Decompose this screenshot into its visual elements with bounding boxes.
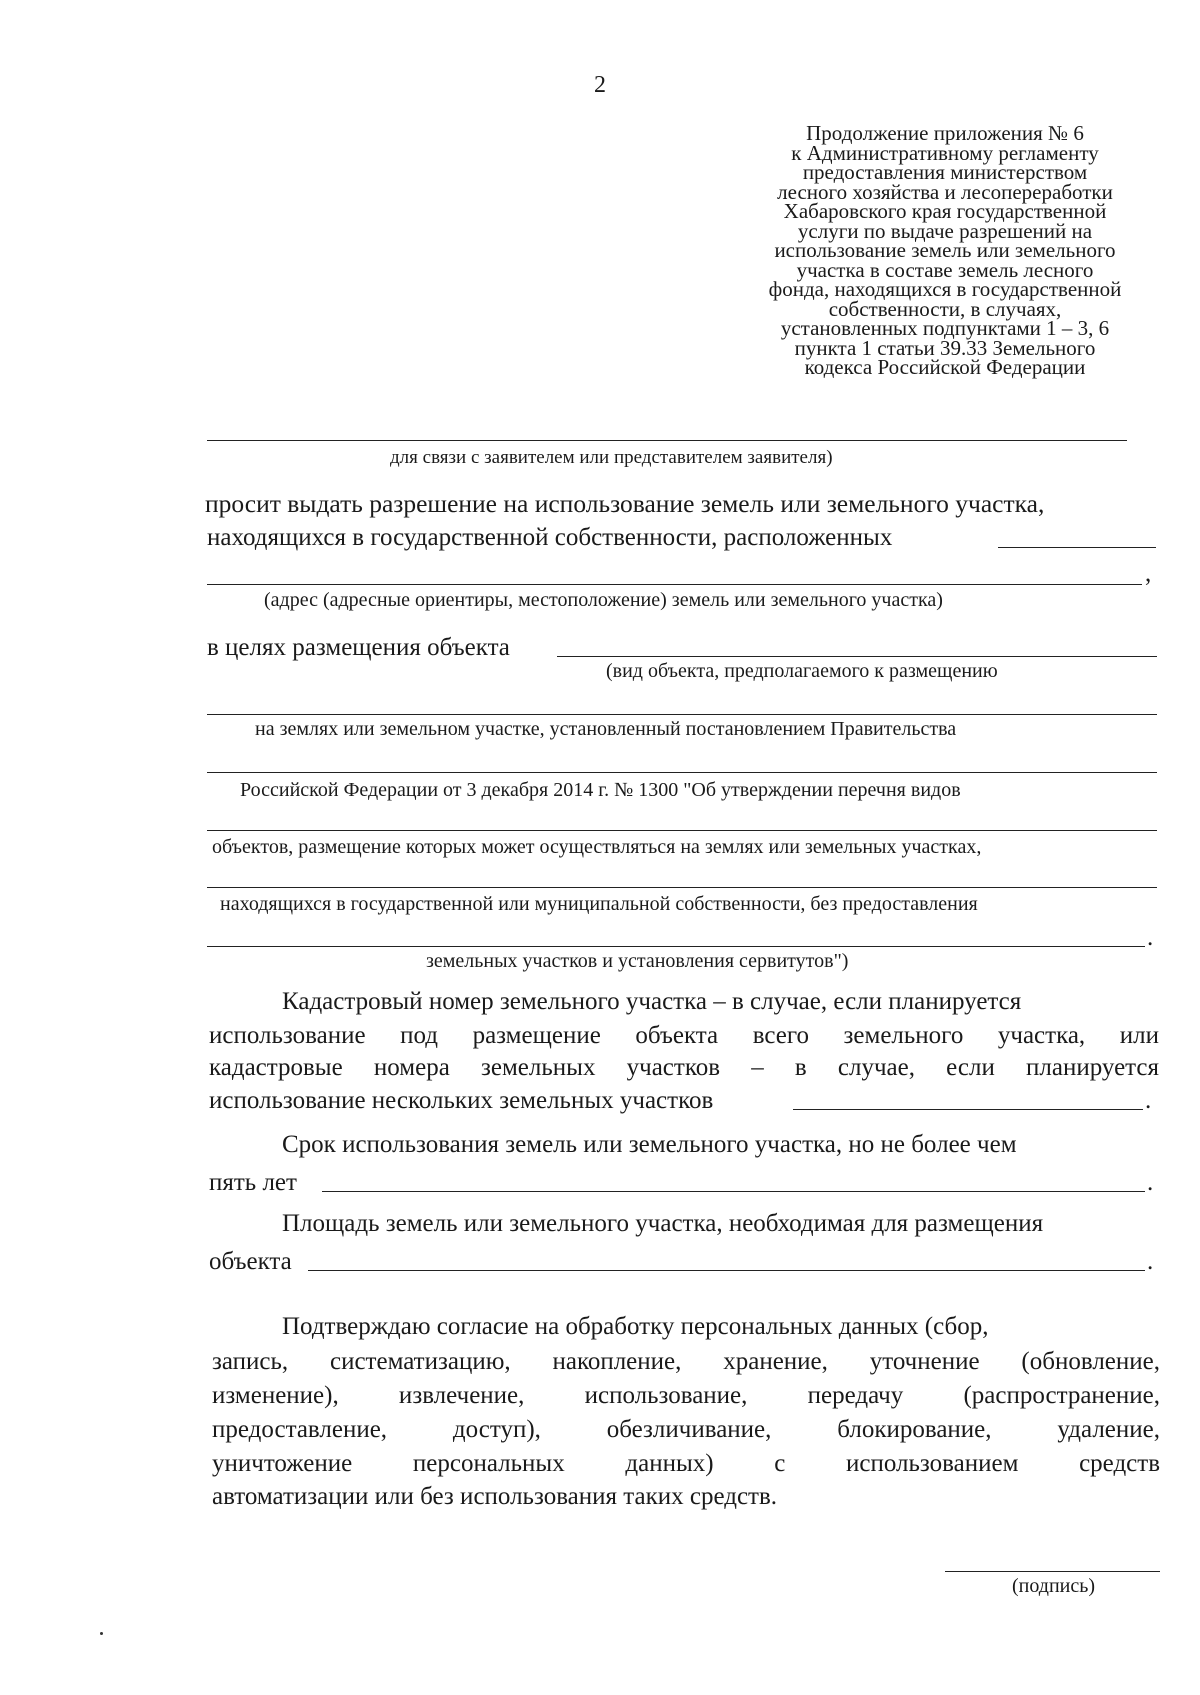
cadastral-line: использование под размещение объекта всего земельного участка, или — [209, 1022, 1159, 1049]
address-fill-line[interactable] — [207, 584, 1142, 585]
object-caption: (вид объекта, предполагаемого к размещению — [606, 660, 998, 682]
address-comma: , — [1145, 560, 1152, 587]
location-fill-line[interactable] — [998, 547, 1156, 548]
appendix-line: пункта 1 статьи 39.33 Земельного — [794, 335, 1096, 360]
appendix-line: лесного хозяйства и лесопереработки — [777, 179, 1113, 204]
object-fill-line-5[interactable] — [207, 887, 1157, 888]
decree-line: земельных участков и установления сервитутов") — [426, 950, 849, 972]
area-period: . — [1147, 1248, 1154, 1275]
decree-line: Российской Федерации от 3 декабря 2014 г. № 1300 "Об утверждении перечня видов — [240, 779, 961, 801]
consent-line: запись, систематизацию, накопление, хранение, уточнение (обновление, — [212, 1348, 1160, 1375]
object-fill-line-6[interactable] — [207, 946, 1145, 947]
cadastral-line: использование нескольких земельных участков — [209, 1087, 714, 1114]
request-line-2: находящихся в государственной собственности, расположенных — [207, 524, 893, 551]
appendix-line: кодекса Российской Федерации — [804, 355, 1086, 379]
area-fill-line[interactable] — [308, 1270, 1145, 1271]
appendix-line: Хабаровского края государственной — [783, 199, 1107, 223]
cadastral-line: Кадастровый номер земельного участка – в случае, если планируется — [282, 988, 1022, 1015]
consent-line: Подтверждаю согласие на обработку персональных данных (сбор, — [282, 1313, 989, 1340]
object-period: . — [1147, 924, 1154, 951]
contact-caption: для связи с заявителем или представителем заявителя) — [390, 447, 833, 468]
appendix-line: Продолжение приложения № 6 — [806, 121, 1084, 145]
signature-fill-line[interactable] — [945, 1571, 1160, 1572]
object-fill-line-3[interactable] — [207, 772, 1157, 773]
consent-line: предоставление, доступ), обезличивание, блокирование, удаление, — [212, 1416, 1160, 1443]
term-period: . — [1147, 1169, 1154, 1196]
object-fill-line-2[interactable] — [207, 714, 1157, 715]
appendix-line: фонда, находящихся в государственной — [768, 277, 1122, 301]
term-fill-line[interactable] — [322, 1191, 1145, 1192]
decree-line: объектов, размещение которых может осуществляться на землях или земельных участках, — [212, 836, 982, 858]
object-fill-line[interactable] — [557, 656, 1157, 657]
appendix-line: использование земель или земельного — [774, 238, 1116, 262]
area-line: Площадь земель или земельного участка, необходимая для размещения — [282, 1210, 1044, 1237]
scan-speck — [100, 1632, 103, 1635]
appendix-header — [735, 121, 1155, 379]
consent-line: уничтожение персональных данных) с использованием средств — [212, 1450, 1160, 1477]
signature-caption: (подпись) — [1012, 1575, 1096, 1597]
page-number: 2 — [594, 72, 606, 98]
appendix-line: установленных подпунктами 1 – 3, 6 — [780, 316, 1110, 340]
cadastral-line: кадастровые номера земельных участков – в случае, если планируется — [209, 1054, 1159, 1081]
appendix-line: собственности, в случаях, — [828, 296, 1062, 321]
appendix-line: участка в составе земель лесного — [796, 257, 1094, 282]
decree-line: находящихся в государственной или муниципальной собственности, без предоставления — [220, 893, 978, 915]
area-line: объекта — [209, 1248, 292, 1275]
term-line: пять лет — [209, 1169, 297, 1196]
decree-line: на землях или земельном участке, установленный постановлением Правительства — [255, 718, 957, 740]
appendix-line: к Административному регламенту — [791, 140, 1099, 165]
address-caption: (адрес (адресные ориентиры, местоположение) земель или земельного участка) — [264, 589, 943, 611]
appendix-line: предоставления министерством — [802, 160, 1088, 184]
contact-fill-line[interactable] — [207, 440, 1127, 441]
term-line: Срок использования земель или земельного участка, но не более чем — [282, 1131, 1017, 1158]
consent-line: изменение), извлечение, использование, передачу (распространение, — [212, 1382, 1160, 1409]
object-fill-line-4[interactable] — [207, 830, 1157, 831]
cadastral-fill-line[interactable] — [793, 1109, 1143, 1110]
cadastral-period: . — [1145, 1087, 1152, 1114]
consent-line: автоматизации или без использования таких средств. — [212, 1483, 778, 1510]
appendix-line: услуги по выдаче разрешений на — [797, 218, 1093, 243]
purpose-label: в целях размещения объекта — [207, 634, 510, 661]
request-line-1: просит выдать разрешение на использование земель или земельного участка, — [205, 489, 1045, 518]
